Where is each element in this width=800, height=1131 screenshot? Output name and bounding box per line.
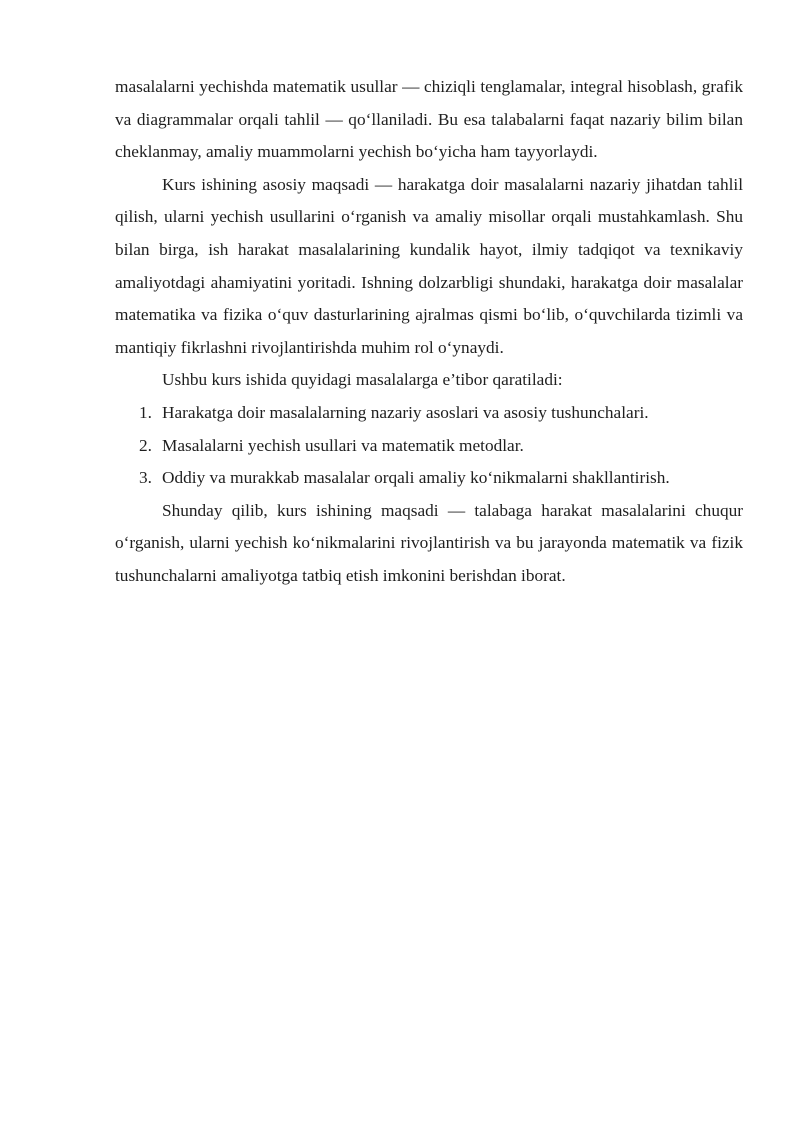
list-item	[115, 430, 743, 463]
list-item	[115, 397, 743, 430]
list-item-number: 2.	[139, 435, 152, 455]
paragraph-course-goal: Kurs ishining asosiy maqsadi — harakatga doir masalalarni nazariy jihatdan tahlil qilish, ularni yechish usullarini o‘rganish va amaliy misollar orqali mustahkamlash. Shu bilan birga, ish harakat masalalarining kundalik hayot, ilmiy tadqiqot va texnikaviy amaliyotdagi ahamiyatini yoritadi. Ishning dolzarbligi shundaki, harakatga doir masalalar matematika va fizika o‘quv dasturlarining ajralmas qismi bo‘lib, o‘quvchilarda tizimli va mantiqiy fikrlashni rivojlantirishda muhim rol o‘ynaydi.	[115, 174, 743, 357]
list-item-number: 1.	[139, 402, 152, 422]
list-item-text: Harakatga doir masalalarning nazariy asoslari va asosiy tushunchalari.	[162, 402, 649, 422]
paragraph-list-intro: Ushbu kurs ishida quyidagi masalalarga e’tibor qaratiladi:	[162, 370, 563, 390]
list-item	[115, 462, 743, 495]
paragraph-conclusion: Shunday qilib, kurs ishining maqsadi — talabaga harakat masalalarini chuqur o‘rganish, ularni yechish ko‘nikmalarini rivojlantirish va bu jarayonda matematik va fizik tushunchalarni amaliyotga tatbiq etish imkonini berishdan iborat.	[115, 500, 743, 585]
list-item-text: Masalalarni yechish usullari va matematik metodlar.	[162, 435, 524, 455]
list-item-number: 3.	[139, 468, 152, 488]
document-body	[115, 71, 743, 593]
paragraph-continuation: masalalarni yechishda matematik usullar — chiziqli tenglamalar, integral hisoblash, grafik va diagrammalar orqali tahlil — qo‘llaniladi. Bu esa talabalarni faqat nazariy bilim bilan cheklanmay, amaliy muammolarni yechish bo‘yicha ham tayyorlaydi.	[115, 77, 743, 162]
numbered-list	[115, 397, 743, 495]
list-item-text: Oddiy va murakkab masalalar orqali amaliy ko‘nikmalarni shakllantirish.	[162, 468, 670, 488]
